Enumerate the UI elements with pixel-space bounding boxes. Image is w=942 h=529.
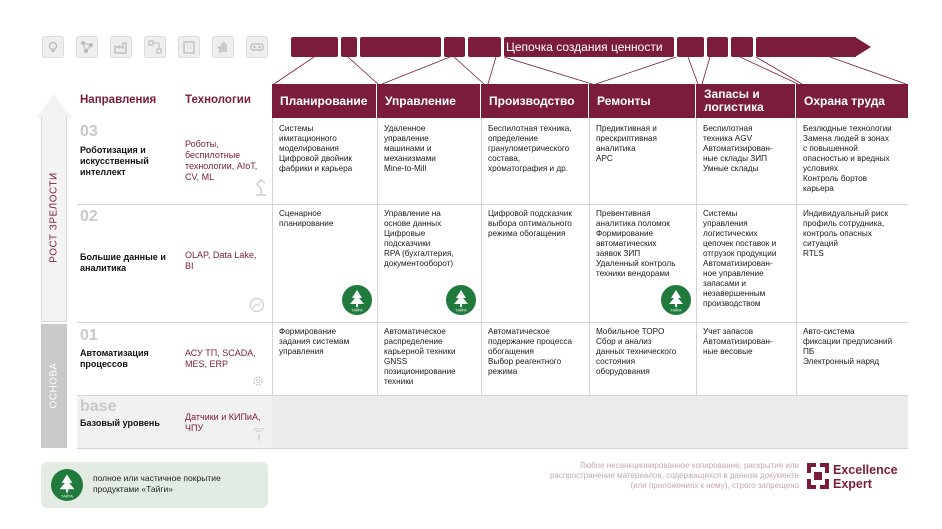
sensor-icon bbox=[253, 428, 265, 442]
factory-icon bbox=[110, 36, 132, 58]
column-divider bbox=[589, 118, 590, 396]
cell-repairs: Мобильное ТОРО Сбор и анализ данных технического состояния оборудования bbox=[596, 327, 677, 376]
legend-text: полное или частичное покрытие продуктами «Тайги» bbox=[93, 473, 221, 494]
level-number: 01 bbox=[80, 327, 98, 344]
value-chain-segment bbox=[707, 37, 728, 57]
cell-planning: Формирование задания системам управления bbox=[279, 327, 350, 356]
column-divider bbox=[481, 118, 482, 396]
direction-label: Автоматизация процессов bbox=[80, 348, 149, 369]
legend bbox=[41, 462, 268, 508]
cell-safety: Индивидуальный риск профиль сотрудника, контроль опасных ситуаций RTLS bbox=[803, 209, 889, 258]
cell-logistics: Учет запасов Автоматизирован- ные весовые bbox=[703, 327, 773, 356]
value-chain-arrow-head bbox=[855, 37, 871, 57]
row-divider bbox=[77, 395, 908, 396]
value-chain-segment bbox=[360, 37, 441, 57]
cell-logistics: Беспилотная техника AGV Автоматизирован- ные склады ЗИП Умные склады bbox=[703, 124, 773, 173]
maturity-axis-label: РОСТ ЗРЕЛОСТИ bbox=[48, 172, 60, 263]
value-chain-connectors bbox=[270, 57, 910, 85]
cell-safety: Безлюдные технологии Замена людей в зонах с повышенной опасностью и вредных условиях Контроль бортов карьера bbox=[803, 124, 892, 193]
row-divider bbox=[77, 204, 908, 205]
analytics-search-icon bbox=[249, 297, 265, 313]
technologies-header: Технологии bbox=[185, 94, 251, 106]
stage-header-planning: Планирование bbox=[272, 84, 376, 118]
svg-text:ТАЙГА: ТАЙГА bbox=[670, 308, 682, 313]
taiga-badge-repairs bbox=[661, 285, 691, 315]
brand-name-line1: Excellence bbox=[833, 463, 898, 477]
cell-production: Автоматическое подержание процесса обогащения Выбор реагентного режима bbox=[488, 327, 573, 376]
hand-icon bbox=[212, 36, 234, 58]
cell-management: Управление на основе данных Цифровые подсказчики RPA (бухгалтерия, документооборот) bbox=[384, 209, 454, 268]
disclaimer: Любое несанкционированное копирование, раскрытие или распространение материалов, содержащихся в данном документе (или приложениях к нему), строго запрещено bbox=[549, 461, 799, 490]
cell-safety: Авто-система фиксации предписаний ПБ Электронный наряд bbox=[803, 327, 893, 366]
direction-label: Большие данные и аналитика bbox=[80, 252, 166, 273]
cell-repairs: Превентивная аналитика поломок Формирование автоматических заявок ЗИП Удаленный контроль техники вендорами bbox=[596, 209, 676, 278]
molecule-icon bbox=[76, 36, 98, 58]
column-divider bbox=[272, 118, 273, 396]
value-chain-segment bbox=[677, 37, 704, 57]
lightbulb-icon bbox=[42, 36, 64, 58]
stage-header-safety: Охрана труда bbox=[796, 84, 908, 118]
direction-label: Базовый уровень bbox=[80, 418, 160, 428]
taiga-logo-icon bbox=[51, 469, 83, 501]
value-chain-segment bbox=[341, 37, 357, 57]
value-chain-segment bbox=[731, 37, 753, 57]
column-divider bbox=[796, 118, 797, 396]
column-divider bbox=[696, 118, 697, 396]
network-icon bbox=[144, 36, 166, 58]
excellence-expert-logo-icon bbox=[807, 463, 829, 489]
level-number: base bbox=[80, 398, 117, 415]
vr-icon bbox=[246, 36, 268, 58]
cell-repairs: Предиктивная и прескриптивная аналитика АРС bbox=[596, 124, 657, 163]
svg-text:ТАЙГА: ТАЙГА bbox=[61, 494, 73, 499]
directions-header: Направления bbox=[80, 94, 157, 106]
robot-arm-icon bbox=[253, 178, 269, 196]
value-chain-segment bbox=[468, 37, 501, 57]
cell-planning: Системы имитационного моделирования Цифровой двойник фабрики и карьера bbox=[279, 124, 353, 173]
taiga-badge-management bbox=[446, 285, 476, 315]
value-chain-label: Цепочка создания ценности bbox=[506, 40, 663, 54]
base-axis-label: ОСНОВА bbox=[48, 362, 60, 409]
cell-logistics: Системы управления логистических цепочек поставок и отгрузок продукции Автоматизирован- ное управление запасами и незавершенным производством bbox=[703, 209, 777, 308]
svg-text:ТАЙГА: ТАЙГА bbox=[455, 308, 467, 313]
technologies-label: OLAP, Data Lake, BI bbox=[185, 250, 257, 271]
building-icon bbox=[178, 36, 200, 58]
gear-icon bbox=[251, 374, 265, 388]
row-divider bbox=[77, 448, 908, 449]
value-chain-segment bbox=[756, 37, 856, 57]
cell-management: Удаленное управление машинами и механизмами Mine-to-Mill bbox=[384, 124, 436, 173]
stage-header-production: Производство bbox=[481, 84, 588, 118]
stage-header-repairs: Ремонты bbox=[589, 84, 695, 118]
stage-header-management: Управление bbox=[377, 84, 480, 118]
cell-planning: Сценарное планирование bbox=[279, 209, 334, 228]
technologies-label: Роботы, беспилотные технологии, AIoT, CV, ML bbox=[185, 139, 258, 182]
column-divider bbox=[377, 118, 378, 396]
direction-label: Роботизация и искусственный интеллект bbox=[80, 145, 149, 177]
level-number: 02 bbox=[80, 208, 98, 225]
cell-production: Цифровой подсказчик выбора оптимального режима обогащения bbox=[488, 209, 572, 238]
cell-production: Беспилотная техника, определение гранулометрического состава, хроматография и др. bbox=[488, 124, 572, 173]
stage-header-logistics: Запасы и логистика bbox=[696, 84, 795, 118]
svg-text:ТАЙГА: ТАЙГА bbox=[351, 308, 363, 313]
maturity-arrow-head bbox=[36, 94, 72, 118]
base-row-empty-area bbox=[272, 396, 908, 448]
level-number: 03 bbox=[80, 123, 98, 140]
row-divider bbox=[77, 322, 908, 323]
value-chain-segment bbox=[444, 37, 465, 57]
cell-management: Автоматическое распределение карьерной техники GNSS позиционирование техники bbox=[384, 327, 456, 386]
taiga-badge-planning bbox=[342, 285, 372, 315]
value-chain-segment bbox=[291, 37, 338, 57]
technologies-label: АСУ ТП, SCADA, MES, ERP bbox=[185, 348, 256, 369]
technologies-label: Датчики и КИПиА, ЧПУ bbox=[185, 412, 261, 433]
brand-name-line2: Expert bbox=[833, 477, 872, 491]
